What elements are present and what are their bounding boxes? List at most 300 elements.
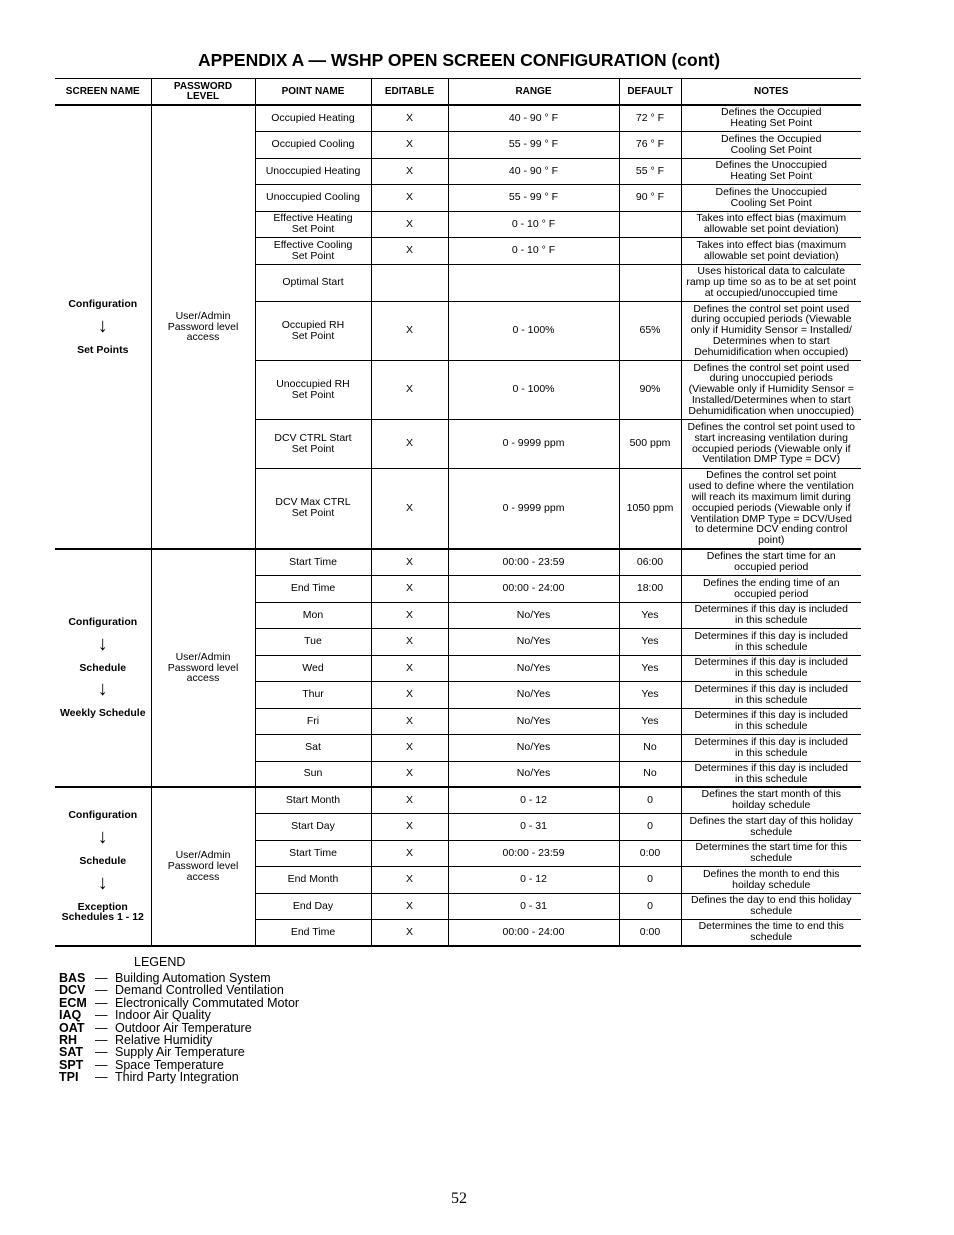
editable-cell: X [371,237,448,264]
notes-line: in this schedule [735,720,808,732]
header-default: DEFAULT [619,79,681,106]
point-name-cell [255,708,371,734]
point-name-cell [255,105,371,131]
point-name-line: Occupied RH [281,318,345,331]
editable-cell: X [371,549,448,575]
legend-dash: — [95,971,108,985]
default-cell: Yes [619,628,681,655]
screen-name-cell [55,105,151,549]
point-name-cell [255,360,371,419]
notes-line: Determines if this day is included [694,682,848,695]
notes-line: Defines the control set point used [693,302,850,315]
legend-dash: — [95,1008,108,1023]
password-level-line: Password level [167,661,239,674]
notes-cell [681,184,861,211]
notes-cell [681,575,861,602]
password-level-cell [151,787,255,946]
range-cell: No/Yes [448,628,619,655]
notes-line: in this schedule [735,746,808,759]
default-cell: 500 ppm [619,419,681,468]
header-password-line: LEVEL [186,90,220,102]
editable-cell: X [371,681,448,708]
notes-line: Defines the Occupied [721,132,822,145]
editable-cell: X [371,708,448,734]
legend-text: Relative Humidity [115,1033,213,1048]
default-cell: 0 [619,866,681,893]
legend-text: Electronically Commutated Motor [115,995,300,1010]
point-name-cell [255,549,371,575]
editable-cell: X [371,628,448,655]
notes-line: in this schedule [735,614,808,626]
point-name-cell [255,655,371,681]
header-screen-name: SCREEN NAME [55,79,151,106]
legend-dash: — [95,1070,108,1085]
notes-cell [681,264,861,301]
editable-cell: X [371,184,448,211]
notes-line: allowable set point deviation) [703,223,839,235]
point-name-cell [255,419,371,468]
editable-cell: X [371,360,448,419]
notes-line: Dehumidification when occupied) [694,345,849,358]
point-name-cell [255,264,371,301]
default-cell: 06:00 [619,549,681,575]
table-row [55,549,861,575]
point-name-line: End Month [287,873,339,886]
notes-line: point) [758,534,785,547]
legend-text: Building Automation System [115,971,271,985]
point-name-line: Occupied Cooling [271,138,355,151]
notes-line: Defines the start time for an [706,550,836,563]
table-group [55,787,861,946]
default-cell: Yes [619,681,681,708]
legend-abbr: OAT [59,1020,85,1035]
notes-line: Defines the month to end this [702,867,840,880]
editable-cell: X [371,105,448,131]
notes-line: in this schedule [735,693,808,706]
screen-name-part: Configuration [68,615,138,628]
editable-cell: X [371,602,448,628]
point-name-line: Set Point [291,388,335,401]
arrow-down-icon: ↓ [97,678,108,701]
point-name-line: Set Point [291,223,335,235]
legend-abbr: BAS [59,971,86,985]
point-name-cell [255,211,371,237]
point-name-cell [255,468,371,549]
legend-abbr: RH [59,1033,78,1048]
range-cell [448,264,619,301]
point-name-line: Effective Cooling [273,238,353,251]
default-cell: 76 ° F [619,131,681,158]
notes-line: Cooling Set Point [730,143,812,156]
point-name-line: End Time [290,925,336,938]
notes-line: hoilday schedule [732,878,811,891]
legend-dash: — [95,983,108,998]
range-cell: 0 - 31 [448,893,619,919]
notes-cell [681,628,861,655]
editable-cell: X [371,575,448,602]
notes-line: Heating Set Point [730,170,813,182]
default-cell: 65% [619,301,681,360]
legend-text: Indoor Air Quality [115,1008,211,1023]
page-title: APPENDIX A — WSHP OPEN SCREEN CONFIGURATION (cont) [197,50,721,70]
point-name-line: Start Time [289,846,337,859]
default-cell: 90% [619,360,681,419]
point-name-line: Sat [305,741,321,754]
range-cell: 40 - 90 ° F [448,105,619,131]
default-cell: 0 [619,893,681,919]
default-cell: Yes [619,708,681,734]
range-cell: 0 - 31 [448,813,619,840]
page-number: 52 [451,1190,467,1207]
default-cell: 0:00 [619,919,681,946]
notes-line: Cooling Set Point [730,196,812,209]
editable-cell: X [371,211,448,237]
range-cell: 0 - 10 ° F [448,211,619,237]
notes-line: Takes into effect bias (maximum [696,212,847,225]
point-name-line: Unoccupied Heating [265,164,361,177]
range-cell: 40 - 90 ° F [448,158,619,184]
editable-cell: X [371,734,448,761]
header-editable: EDITABLE [371,79,448,106]
arrow-down-icon: ↓ [97,871,108,894]
point-name-line: Optimal Start [282,276,344,289]
legend-dash: — [95,1045,108,1060]
header-notes: NOTES [681,79,861,106]
notes-line: Ventilation DMP Type = DCV/Used [690,512,853,525]
point-name-line: Fri [306,714,320,727]
password-level-line: access [186,672,220,685]
notes-line: occupied periods (Viewable only if [691,442,851,455]
legend-title: LEGEND [134,955,186,969]
point-name-line: Sun [303,767,323,780]
notes-line: Defines the start month of this [701,788,841,801]
notes-line: Defines the day to end this holiday [690,894,852,907]
header-range: RANGE [448,79,619,106]
legend [59,972,299,1084]
arrow-down-icon: ↓ [97,632,108,655]
range-cell: 00:00 - 23:59 [448,549,619,575]
notes-cell [681,919,861,946]
point-name-line: Set Point [291,329,335,342]
range-cell: 0 - 10 ° F [448,237,619,264]
editable-cell: X [371,419,448,468]
default-cell: Yes [619,602,681,628]
legend-abbr: IAQ [59,1008,82,1023]
default-cell: 1050 ppm [619,468,681,549]
notes-line: Takes into effect bias (maximum [696,238,847,251]
point-name-line: Unoccupied RH [276,377,350,390]
legend-text: Space Temperature [115,1057,224,1072]
legend-item [59,1046,299,1058]
range-cell: No/Yes [448,681,619,708]
notes-cell [681,105,861,131]
point-name-line: Set Point [291,507,335,520]
notes-line: Uses historical data to calculate [697,265,846,278]
legend-abbr: DCV [59,983,86,998]
point-name-cell [255,813,371,840]
notes-line: only if Humidity Sensor = Installed/ [690,324,852,337]
notes-cell [681,131,861,158]
default-cell [619,237,681,264]
notes-line: Determines the time to end this [698,920,844,933]
notes-cell [681,708,861,734]
legend-dash: — [95,1020,108,1035]
range-cell: No/Yes [448,761,619,787]
legend-item [59,984,299,996]
point-name-cell [255,158,371,184]
notes-line: occupied period [734,587,809,600]
range-cell: 55 - 99 ° F [448,131,619,158]
notes-line: Defines the control set point [706,469,837,482]
default-cell: No [619,761,681,787]
table-group [55,549,861,787]
default-cell: 0:00 [619,840,681,866]
point-name-cell [255,761,371,787]
notes-cell [681,813,861,840]
notes-line: Determines if this day is included [694,761,848,774]
notes-line: occupied periods (Viewable only if [691,501,851,514]
point-name-cell [255,681,371,708]
range-cell: 0 - 100% [448,301,619,360]
legend-dash: — [95,995,108,1010]
default-cell: 18:00 [619,575,681,602]
notes-line: Defines the Occupied [721,106,822,119]
notes-line: Defines the start day of this holiday [689,814,853,827]
notes-line: Determines if this day is included [694,735,848,748]
range-cell: 00:00 - 23:59 [448,840,619,866]
point-name-cell [255,734,371,761]
range-cell: No/Yes [448,655,619,681]
notes-line: (Viewable only if Humidity Sensor = [688,383,854,396]
range-cell: 0 - 100% [448,360,619,419]
default-cell: 72 ° F [619,105,681,131]
notes-line: at occupied/unoccupied time [704,286,838,299]
header-password-level [151,79,255,106]
table-row [55,787,861,813]
default-cell: No [619,734,681,761]
notes-line: Defines the Unoccupied [715,159,827,172]
password-level-cell [151,105,255,549]
notes-line: to determine DCV ending control [695,523,848,536]
screen-name-part: Schedule [79,661,127,674]
notes-line: Determines if this day is included [694,629,848,642]
editable-cell: X [371,893,448,919]
default-cell: 55 ° F [619,158,681,184]
default-cell [619,264,681,301]
notes-line: start increasing ventilation during [694,431,848,444]
range-cell: 0 - 12 [448,866,619,893]
legend-dash: — [95,1033,108,1048]
range-cell: 55 - 99 ° F [448,184,619,211]
point-name-line: DCV Max CTRL [275,496,351,509]
point-name-cell [255,237,371,264]
range-cell: 0 - 9999 ppm [448,419,619,468]
legend-abbr: ECM [59,995,87,1010]
screen-name-part: Exception Schedules 1 - 12 [61,900,144,924]
point-name-line: Tue [304,635,322,648]
notes-line: Defines the control set point used [693,361,850,374]
notes-line: used to define where the ventilation [688,480,854,493]
configuration-table [55,78,861,947]
screen-name-part: Weekly Schedule [59,707,146,720]
notes-cell [681,158,861,184]
notes-cell [681,840,861,866]
point-name-cell [255,919,371,946]
password-level-line: access [186,331,220,344]
notes-cell [681,866,861,893]
editable-cell: X [371,158,448,184]
header-password-line: PASSWORD [173,80,233,92]
default-cell: 0 [619,787,681,813]
notes-line: in this schedule [735,640,808,653]
notes-line: Dehumidification when unoccupied) [688,404,855,417]
point-name-cell [255,628,371,655]
screen-name-part: Configuration [68,808,138,821]
legend-item [59,1009,299,1021]
range-cell: No/Yes [448,602,619,628]
notes-line: schedule [750,852,793,864]
legend-text: Supply Air Temperature [115,1045,245,1060]
screen-name-part: Set Points [77,343,129,356]
notes-line: Determines when to start [712,334,830,347]
notes-line: schedule [750,825,793,838]
arrow-down-icon: ↓ [97,314,108,337]
point-name-line: Mon [302,608,324,621]
point-name-line: End Time [290,582,336,595]
range-cell: 00:00 - 24:00 [448,919,619,946]
screen-name-cell [55,549,151,787]
notes-cell [681,761,861,787]
point-name-cell [255,301,371,360]
point-name-line: Occupied Heating [271,111,355,124]
notes-line: Installed/Determines when to start [691,393,851,406]
default-cell: 90 ° F [619,184,681,211]
notes-line: during unoccupied periods [709,372,833,385]
password-level-line: Password level [167,860,239,873]
editable-cell: X [371,787,448,813]
point-name-cell [255,787,371,813]
screen-name-part: Configuration [68,297,138,310]
header-point-name: POINT NAME [255,79,371,106]
notes-line: Defines the ending time of an [702,576,840,589]
arrow-down-icon: ↓ [97,825,108,848]
point-name-cell [255,575,371,602]
range-cell: 0 - 9999 ppm [448,468,619,549]
point-name-cell [255,131,371,158]
point-name-line: Start Month [285,793,341,806]
notes-line: Determines if this day is included [694,603,848,616]
notes-line: ramp up time so as to be at set point [686,276,857,289]
point-name-line: Set Point [291,249,335,262]
table-header-row [55,79,861,106]
notes-cell [681,360,861,419]
legend-item [59,1071,299,1083]
editable-cell: X [371,655,448,681]
point-name-line: Effective Heating [273,212,353,225]
editable-cell: X [371,131,448,158]
legend-abbr: TPI [59,1070,79,1085]
point-name-line: Unoccupied Cooling [266,191,360,204]
point-name-line: Start Time [289,555,337,568]
notes-cell [681,602,861,628]
notes-cell [681,468,861,549]
point-name-cell [255,184,371,211]
notes-cell [681,681,861,708]
notes-line: allowable set point deviation) [703,249,839,262]
notes-cell [681,655,861,681]
notes-line: Heating Set Point [730,117,813,130]
point-name-cell [255,602,371,628]
point-name-line: DCV CTRL Start [274,431,352,444]
notes-line: will reach its maximum limit during [691,491,851,504]
point-name-cell [255,840,371,866]
notes-cell [681,419,861,468]
password-level-line: User/Admin [175,309,231,322]
notes-cell [681,734,861,761]
point-name-line: End Day [292,899,334,912]
default-cell [619,211,681,237]
range-cell: 00:00 - 24:00 [448,575,619,602]
notes-line: during occupied periods (Viewable [691,313,852,326]
point-name-line: Start Day [291,820,335,833]
password-level-cell [151,549,255,787]
notes-cell [681,237,861,264]
notes-line: schedule [750,905,793,917]
notes-cell [681,893,861,919]
point-name-line: Set Point [291,442,335,455]
legend-text: Third Party Integration [115,1070,239,1085]
editable-cell: X [371,761,448,787]
notes-line: schedule [750,931,793,944]
notes-line: Ventilation DMP Type = DCV) [702,453,841,466]
password-level-line: access [186,870,220,883]
editable-cell: X [371,919,448,946]
legend-dash: — [95,1057,108,1072]
legend-abbr: SAT [59,1045,84,1060]
notes-cell [681,211,861,237]
default-cell: Yes [619,655,681,681]
range-cell: No/Yes [448,708,619,734]
point-name-cell [255,893,371,919]
editable-cell [371,264,448,301]
notes-line: in this schedule [735,772,808,785]
point-name-line: Wed [302,661,324,674]
password-level-line: User/Admin [175,650,231,663]
notes-line: in this schedule [735,667,808,679]
legend-text: Demand Controlled Ventilation [115,983,284,998]
notes-cell [681,787,861,813]
password-level-line: User/Admin [175,849,231,862]
table-row [55,105,861,131]
editable-cell: X [371,301,448,360]
notes-cell [681,549,861,575]
editable-cell: X [371,468,448,549]
legend-abbr: SPT [59,1057,84,1072]
range-cell: No/Yes [448,734,619,761]
notes-line: Determines the start time for this [695,841,848,854]
password-level-line: Password level [167,320,239,333]
notes-line: hoilday schedule [732,799,811,812]
editable-cell: X [371,840,448,866]
screen-name-cell [55,787,151,946]
notes-line: Defines the Unoccupied [715,185,827,198]
notes-line: Determines if this day is included [694,656,848,669]
notes-cell [681,301,861,360]
default-cell: 0 [619,813,681,840]
table-group [55,105,861,549]
editable-cell: X [371,866,448,893]
point-name-line: Thur [302,688,324,701]
